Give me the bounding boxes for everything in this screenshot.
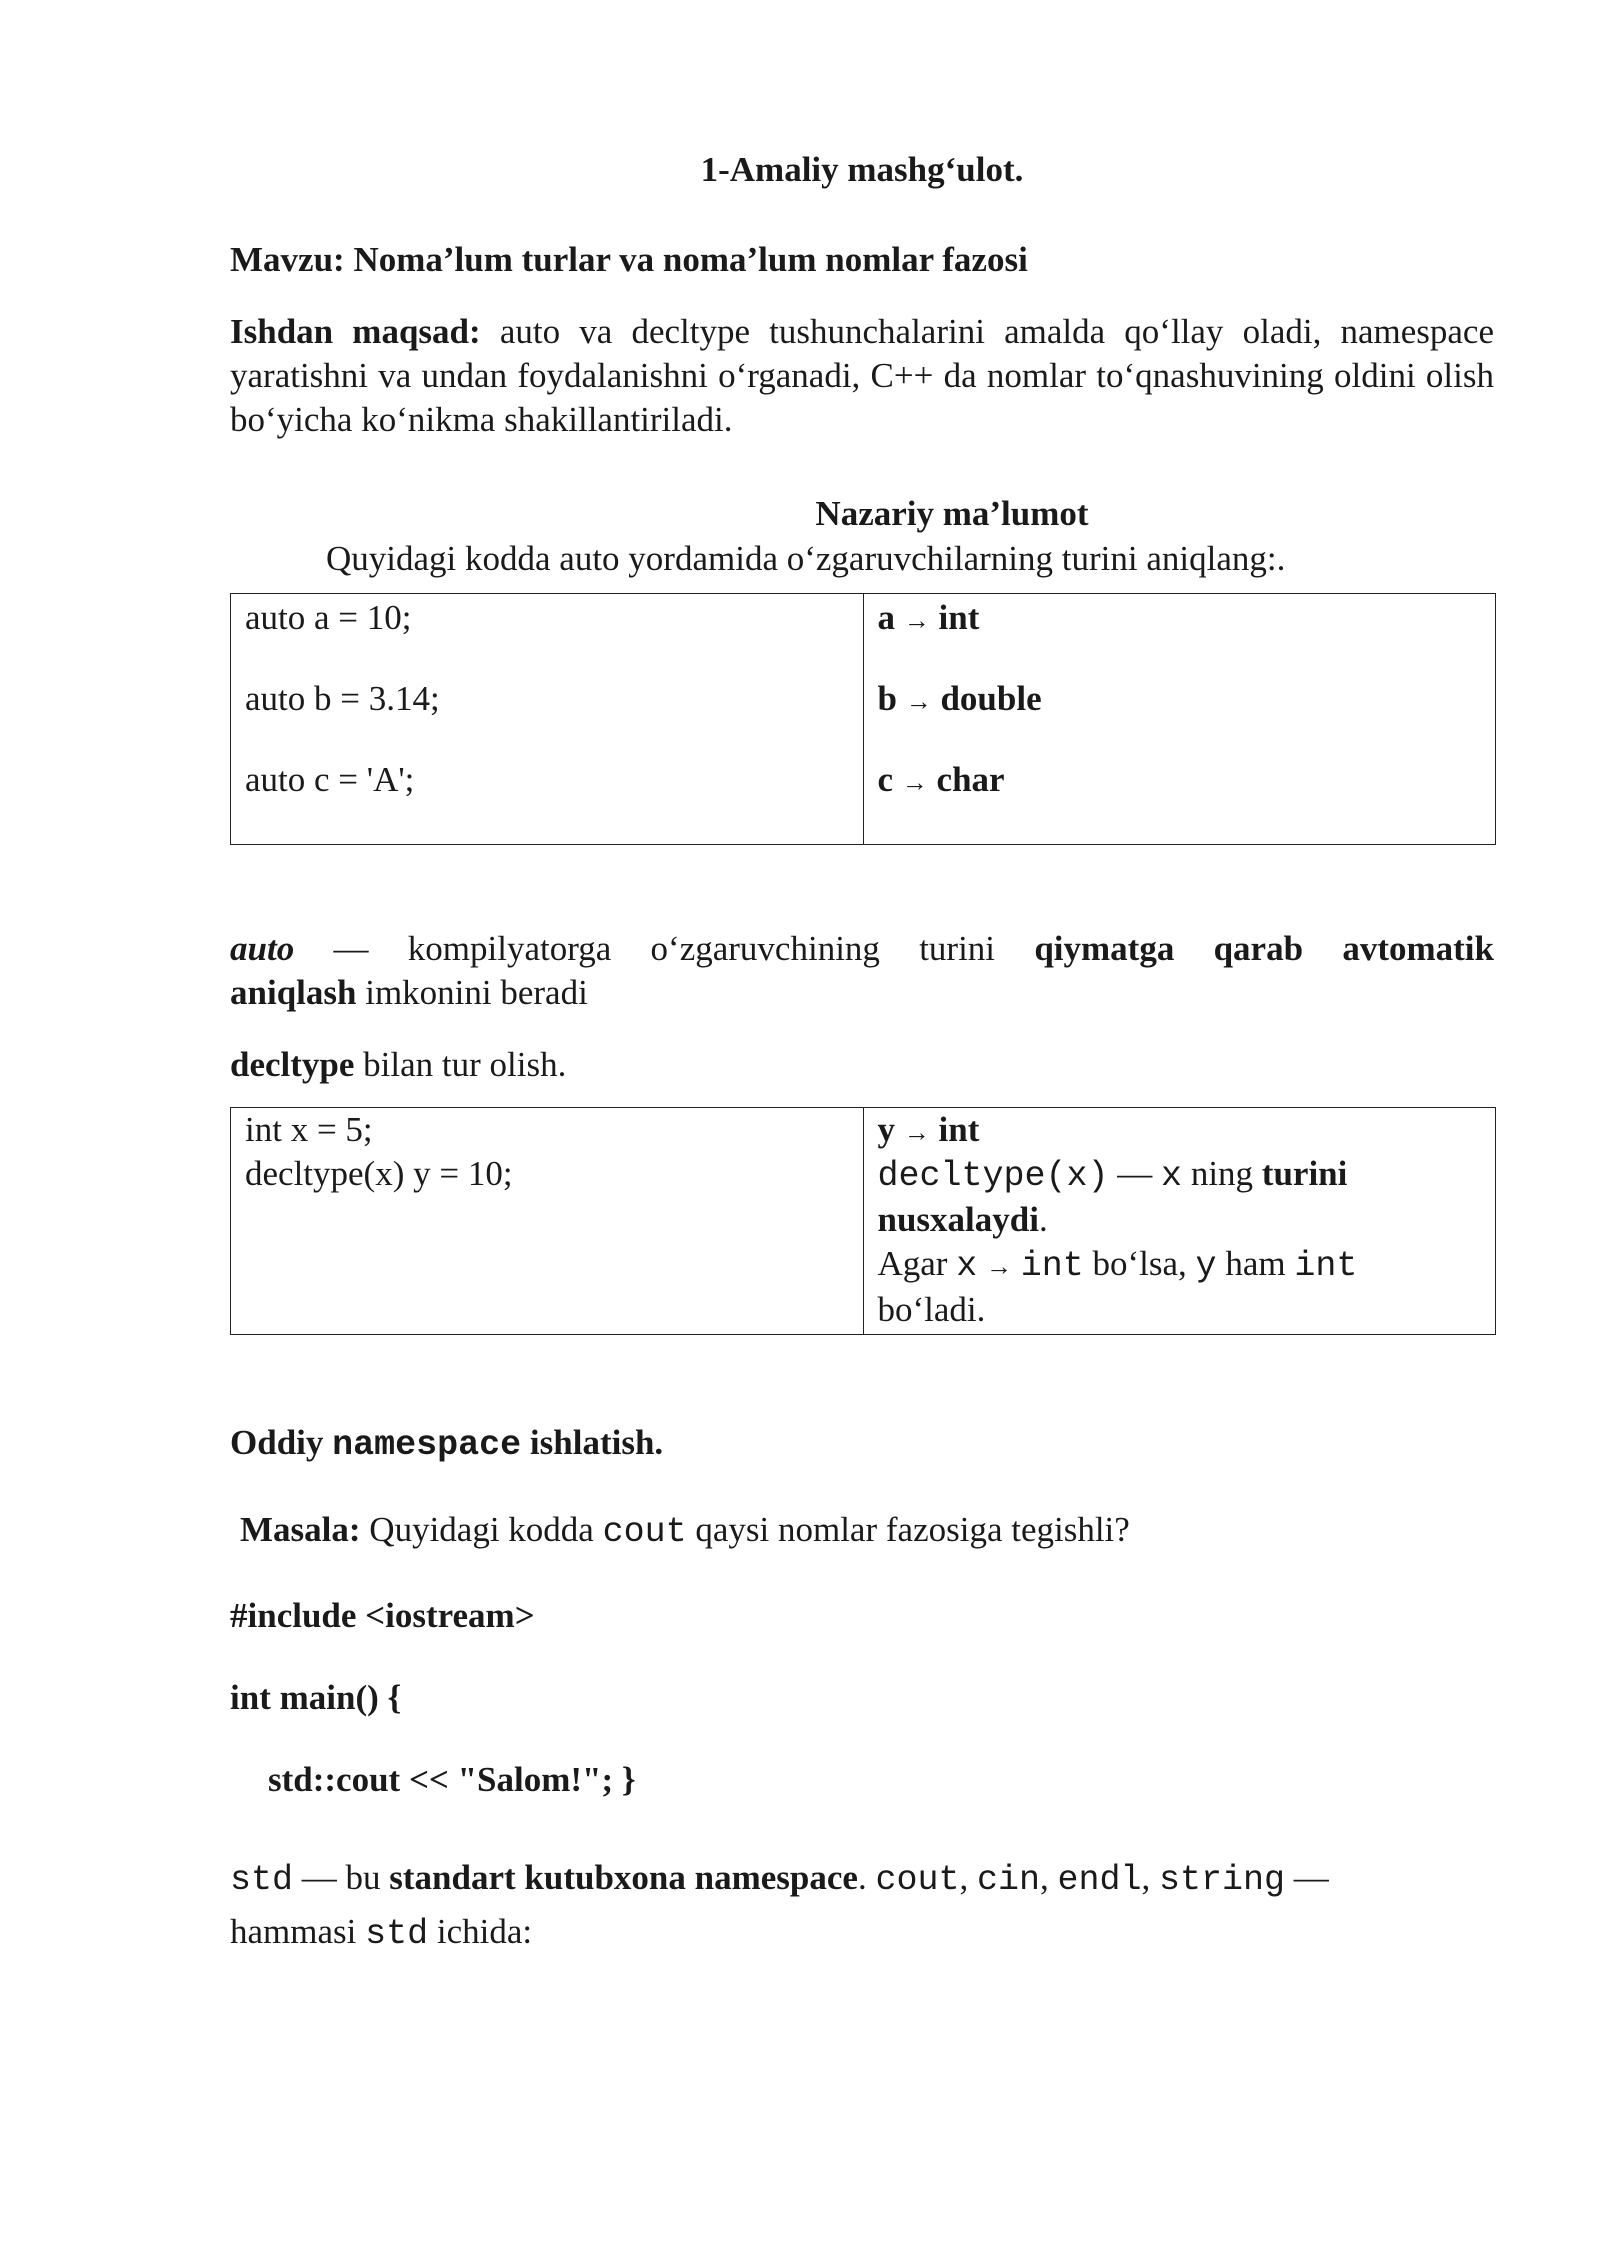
auto-keyword: auto bbox=[230, 928, 295, 968]
text: . bbox=[857, 1857, 876, 1897]
code-keyword: endl bbox=[1057, 1859, 1142, 1900]
code-line: int x = 5; bbox=[245, 1109, 373, 1149]
arrow-icon: → bbox=[905, 686, 932, 716]
namespace-heading bbox=[230, 1421, 1494, 1467]
code-type: int bbox=[1020, 1246, 1084, 1287]
code-keyword: std bbox=[365, 1914, 429, 1955]
dash: — bbox=[294, 928, 408, 968]
text: Oddiy bbox=[230, 1423, 333, 1463]
code-keyword: cin bbox=[976, 1859, 1040, 1900]
decltype-table bbox=[230, 1107, 1496, 1335]
table-row bbox=[231, 1107, 1496, 1334]
text: ishlatish. bbox=[521, 1423, 664, 1463]
code-line: int main() { bbox=[230, 1677, 402, 1717]
arrow-icon: → bbox=[985, 1252, 1012, 1282]
text: , bbox=[959, 1857, 977, 1897]
table-row bbox=[231, 593, 1496, 844]
code-keyword: std bbox=[230, 1859, 294, 1900]
auto-bold-text: qiymatga qarab avtomatik bbox=[1034, 928, 1495, 968]
text: , bbox=[1040, 1857, 1058, 1897]
objective-text: auto va decltype tushunchalarini amalda qo‘llay oladi, namespace yaratishni va undan foydalanishni o‘rganadi, C++ da nomlar to‘qnashuvining oldini olish bo‘yicha ko‘nikma shakillantiriladi. bbox=[230, 312, 1494, 440]
code-var: x bbox=[1161, 1156, 1183, 1197]
topic-heading: Mavzu: Noma’lum turlar va noma’lum nomlar fazosi bbox=[230, 240, 1028, 280]
explanation-line: bo‘ladi. bbox=[877, 1290, 986, 1330]
page-title: 1-Amaliy mashg‘ulot. bbox=[700, 150, 1024, 189]
code-var: x bbox=[956, 1246, 978, 1287]
var-name: y bbox=[877, 1109, 895, 1149]
code-line: decltype(x) y = 10; bbox=[245, 1154, 513, 1194]
code-line: #include <iostream> bbox=[230, 1595, 535, 1635]
var-name: a bbox=[877, 597, 895, 637]
code-line: std::cout << "Salom!"; } bbox=[268, 1759, 636, 1799]
decltype-keyword: decltype bbox=[230, 1044, 355, 1084]
text: . bbox=[1038, 1200, 1048, 1240]
code-line: auto a = 10; bbox=[245, 597, 412, 637]
type-line bbox=[878, 1108, 1482, 1152]
auto-table bbox=[230, 593, 1496, 845]
text: qaysi nomlar fazosiga tegishli? bbox=[686, 1509, 1130, 1549]
var-name: c bbox=[877, 759, 894, 799]
type-name: int bbox=[938, 1109, 980, 1149]
bold-text: standart kutubxona namespace bbox=[389, 1857, 858, 1897]
arrow-icon: → bbox=[903, 1117, 930, 1147]
type-line bbox=[878, 677, 1482, 758]
objective-label: Ishdan maqsad: bbox=[230, 312, 481, 352]
problem-statement bbox=[240, 1508, 1494, 1554]
code-line: auto c = 'A'; bbox=[245, 759, 415, 799]
code-keyword: namespace bbox=[332, 1425, 522, 1466]
decltype-text: bilan tur olish. bbox=[354, 1044, 567, 1084]
std-description bbox=[230, 1852, 1494, 1961]
arrow-icon: → bbox=[903, 605, 930, 635]
text: , bbox=[1141, 1857, 1160, 1897]
auto-types-cell bbox=[863, 593, 1496, 844]
arrow-icon: → bbox=[901, 767, 928, 797]
bold-text: turini bbox=[1261, 1154, 1348, 1194]
text: bo‘lsa, bbox=[1083, 1244, 1196, 1284]
code-keyword: cout bbox=[602, 1511, 687, 1552]
code-keyword: string bbox=[1159, 1859, 1286, 1900]
decltype-heading bbox=[230, 1043, 1494, 1087]
code-expr: decltype(x) bbox=[877, 1156, 1109, 1197]
auto-description-cont bbox=[230, 971, 1494, 1015]
text: ham bbox=[1216, 1244, 1295, 1284]
type-name: int bbox=[938, 597, 980, 637]
code-type: int bbox=[1294, 1246, 1358, 1287]
text: — bbox=[1285, 1857, 1329, 1897]
objective-paragraph bbox=[230, 310, 1494, 442]
problem-label: Masala: bbox=[240, 1509, 361, 1549]
explanation-line bbox=[878, 1242, 1482, 1288]
type-line bbox=[878, 596, 1482, 677]
text: hammasi bbox=[230, 1912, 366, 1952]
dash: — bbox=[1108, 1154, 1162, 1194]
type-name: double bbox=[940, 678, 1042, 718]
type-line bbox=[878, 758, 1482, 839]
text: — bu bbox=[293, 1857, 390, 1897]
bold-text: nusxalaydi bbox=[877, 1200, 1039, 1240]
auto-code-cell bbox=[231, 593, 864, 844]
var-name: b bbox=[877, 678, 897, 718]
auto-description bbox=[230, 927, 1494, 971]
theory-heading: Nazariy ma’lumot bbox=[815, 494, 1089, 534]
auto-text: kompilyatorga o‘zgaruvchining turini bbox=[407, 928, 1035, 968]
text: Agar bbox=[877, 1244, 957, 1284]
auto-bold-text: aniqlash bbox=[230, 972, 357, 1012]
text: ning bbox=[1182, 1154, 1262, 1194]
document-page bbox=[230, 148, 1494, 1961]
code-line: auto b = 3.14; bbox=[245, 678, 440, 718]
decltype-code-cell bbox=[231, 1107, 864, 1334]
code-var: y bbox=[1195, 1246, 1217, 1287]
task-instruction: Quyidagi kodda auto yordamida o‘zgaruvchilarning turini aniqlang:. bbox=[326, 538, 1286, 578]
decltype-explanation-cell bbox=[863, 1107, 1496, 1334]
text: ichida: bbox=[428, 1912, 533, 1952]
text: Quyidagi kodda bbox=[360, 1509, 603, 1549]
explanation-line bbox=[878, 1152, 1482, 1198]
explanation-line bbox=[878, 1198, 1482, 1242]
code-keyword: cout bbox=[875, 1859, 960, 1900]
auto-text: imkonini beradi bbox=[356, 972, 588, 1012]
type-name: char bbox=[936, 759, 1005, 799]
